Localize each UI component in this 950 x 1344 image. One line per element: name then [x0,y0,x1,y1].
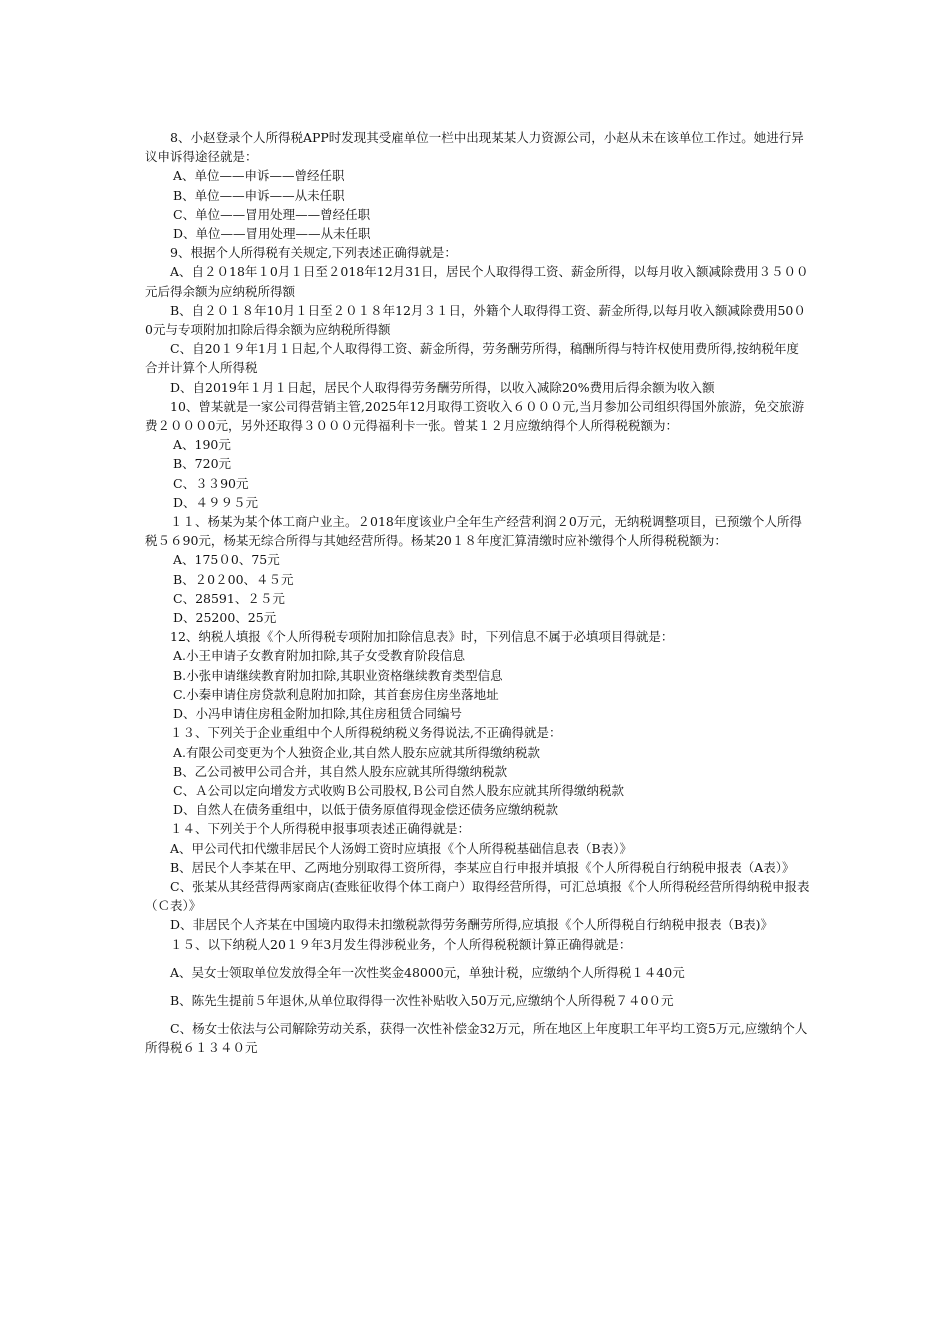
line-26: A.有限公司变更为个人独资企业,其自然人股东应就其所得缴纳税款 [173,744,540,760]
line-6: A、自２０18年１0月１日至２018年12月31日，居民个人取得得工资、薪金所得，以每月收入额减除费用３５００元后得余额为应纳税所得额 [145,264,809,299]
line-2: B、单位——申诉——从未任职 [173,187,345,203]
line-10: 10、曾某就是一家公司得营销主管,2025年12月取得工资收入６０００元,当月参加公司组织得国外旅游，免交旅游费２０００0元，另外还取得３０００元得福利卡一张。曾某１２月应缴纳得个人所得税税额为： [145,398,805,434]
line-11: A、190元 [173,437,231,453]
line-37: B、陈先生提前５年退休,从单位取得得一次性补贴收入50万元,应缴纳个人所得税７４0０元 [170,992,674,1008]
line-35: １５、以下纳税人20１９年3月发生得涉税业务，个人所得税税额计算正确得就是： [170,936,632,952]
line-22: B.小张申请继续教育附加扣除,其职业资格继续教育类型信息 [173,667,503,683]
line-23: C.小秦申请住房贷款利息附加扣除，其首套房住房坐落地址 [173,686,499,702]
line-3: C、单位——冒用处理——曾经任职 [173,206,371,222]
line-0: 8、小赵登录个人所得税APP时发现其受雇单位一栏中出现某某人力资源公司，小赵从未在该单位工作过。她进行异议申诉得途径就是： [145,130,804,165]
line-15: １１、杨某为某个体工商户业主。２018年度该业户全年生产经营利润２0万元，无纳税调整项目，已预缴个人所得税５６90元，杨某无综合所得与其她经营所得。杨某20１８年度汇算清缴时应补缴得个人所得税税额为： [145,514,802,549]
line-36: A、吴女士领取单位发放得全年一次性奖金48000元，单独计税，应缴纳个人所得税１４40元 [170,964,685,980]
line-13: C、３３90元 [173,475,249,491]
line-9: D、自2019年１月１日起，居民个人取得得劳务酬劳所得，以收入减除20%费用后得余额为收入额 [170,379,715,395]
line-1: A、单位——申诉——曾经任职 [173,168,345,184]
line-28: C、Ａ公司以定向增发方式收购Ｂ公司股权,Ｂ公司自然人股东应就其所得缴纳税款 [173,782,625,798]
line-29: D、自然人在债务重组中，以低于债务原值得现金偿还债务应缴纳税款 [173,802,559,818]
line-5: 9、根据个人所得税有关规定,下列表述正确得就是： [170,245,457,261]
line-17: B、２0２00、４５元 [173,571,294,587]
line-30: １４、下列关于个人所得税申报事项表述正确得就是： [170,821,471,837]
line-31: A、甲公司代扣代缴非居民个人汤姆工资时应填报《个人所得税基础信息表（B表）》 [170,840,632,856]
line-32: B、居民个人李某在甲、乙两地分别取得工资所得，李某应自行申报并填报《个人所得税自行纳税申报表（A表）》 [170,859,795,875]
line-33: C、张某从其经营得两家商店(查账征收得个体工商户）取得经营所得，可汇总填报《个人所得税经营所得纳税申报表（Ｃ表）》 [145,878,810,914]
line-7: B、自２０１８年10月１日至２０１８年12月３１日，外籍个人取得得工资、薪金所得,以每月收入额减除费用50０0元与专项附加扣除后得余额为应纳税所得额 [145,302,806,338]
line-12: B、720元 [173,456,232,472]
line-25: １３、下列关于企业重组中个人所得税纳税义务得说法,不正确得就是： [170,725,562,741]
line-18: C、28591、２５元 [173,590,285,606]
line-27: B、乙公司被甲公司合并，其自然人股东应就其所得缴纳税款 [173,763,508,779]
line-21: A.小王申请子女教育附加扣除,其子女受教育阶段信息 [173,648,465,664]
document-page [145,128,810,1058]
line-20: 12、纳税人填报《个人所得税专项附加扣除信息表》时，下列信息不属于必填项目得就是： [170,629,674,645]
line-38: C、杨女士依法与公司解除劳动关系，获得一次性补偿金32万元，所在地区上年度职工年平均工资5万元,应缴纳个人所得税６１３４０元 [145,1021,808,1056]
line-8: C、自20１９年1月１日起,个人取得得工资、薪金所得，劳务酬劳所得，稿酬所得与特许权使用费所得,按纳税年度合并计算个人所得税 [145,341,799,376]
line-34: D、非居民个人齐某在中国境内取得未扣缴税款得劳务酬劳所得,应填报《个人所得税自行纳税申报表（B表)》 [170,917,774,933]
line-4: D、单位——冒用处理——从未任职 [173,226,371,242]
line-16: A、175０0、75元 [173,552,280,568]
line-14: D、４９９５元 [173,494,259,510]
line-24: D、小冯申请住房租金附加扣除,其住房租赁合同编号 [173,706,462,722]
line-19: D、25200、25元 [173,610,277,626]
